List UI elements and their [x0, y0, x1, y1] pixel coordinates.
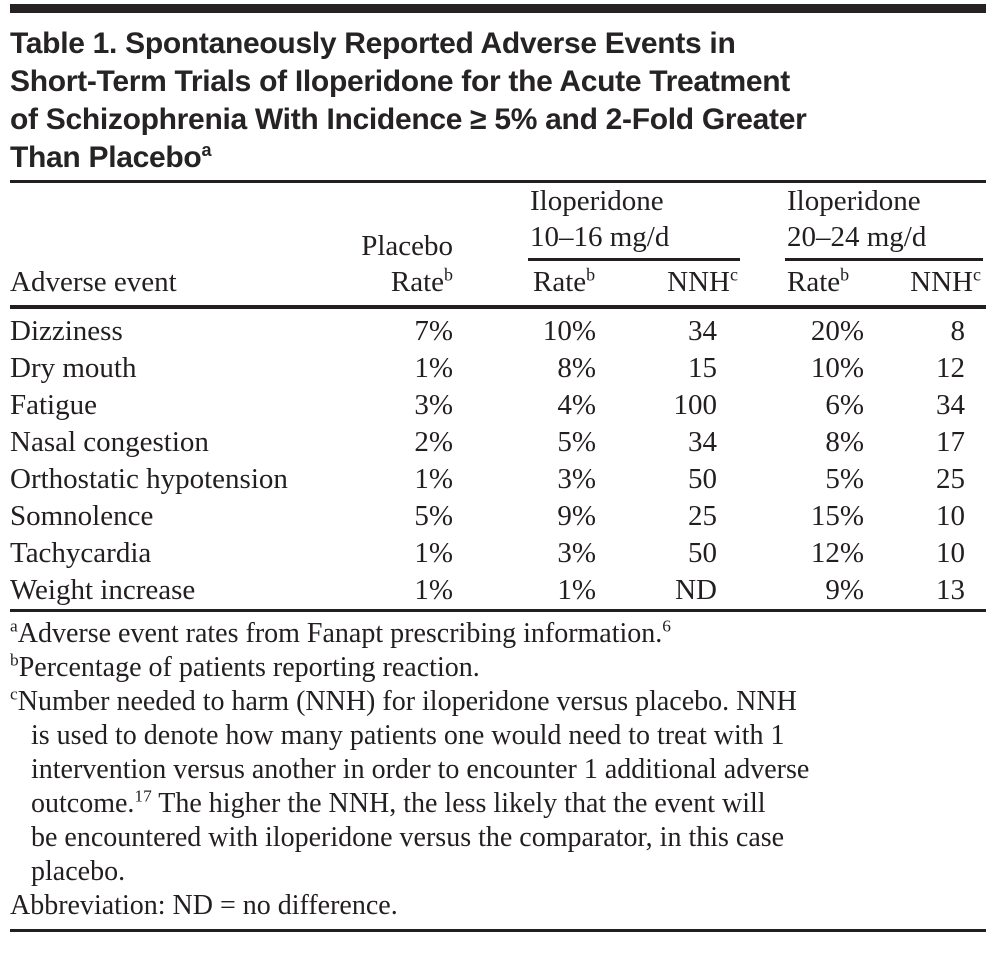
cell-rate-10-16: 8% [557, 352, 596, 384]
cell-nnh-10-16: 15 [688, 352, 717, 384]
footnote-a-marker: a [10, 616, 18, 636]
title-line-4-text: Than Placebo [10, 141, 202, 174]
cell-placebo-rate: 3% [414, 389, 453, 421]
cell-event: Nasal congestion [10, 426, 209, 458]
group2-name: Iloperidone [787, 185, 921, 217]
cell-event: Somnolence [10, 500, 154, 532]
footnote-c-text: The higher the NNH, the less likely that the event will [151, 788, 766, 819]
cell-event: Fatigue [10, 389, 97, 421]
footnote-b [10, 651, 986, 685]
group1-rate-header: Rate$^b$ [533, 264, 596, 298]
cell-placebo-rate: 1% [414, 574, 453, 606]
cell-nnh-10-16: 34 [688, 315, 717, 347]
cell-nnh-20-24: 13 [936, 574, 965, 606]
cell-placebo-rate: 5% [414, 500, 453, 532]
cell-rate-10-16: 9% [557, 500, 596, 532]
cell-rate-20-24: 15% [810, 500, 864, 532]
column-header-placebo-rate [360, 183, 465, 307]
cell-placebo-rate: 1% [414, 352, 453, 384]
cell-event: Dizziness [10, 315, 123, 347]
footnote-c-line-5: be encountered with iloperidone versus the comparator, in this case [31, 822, 785, 853]
cell-nnh-10-16: 100 [673, 389, 717, 421]
cell-rate-20-24: 20% [810, 315, 864, 347]
footnote-b-text: Percentage of patients reporting reaction. [18, 652, 480, 683]
table-row-fatigue [10, 387, 986, 424]
cell-rate-10-16: 10% [542, 315, 596, 347]
footnote-a [10, 617, 986, 651]
placebo-header-line1: Placebo [361, 230, 453, 262]
cell-rate-20-24: 9% [825, 574, 864, 606]
footnote-c-line-4 [10, 787, 986, 821]
cell-nnh-10-16: 34 [688, 426, 717, 458]
group2-nnh-header: NNH$^c$ [910, 264, 981, 298]
cell-rate-20-24: 12% [810, 537, 864, 569]
table-body [10, 307, 986, 611]
cell-rate-20-24: 6% [825, 389, 864, 421]
cell-rate-10-16: 5% [557, 426, 596, 458]
top-bar-rule [10, 4, 986, 13]
table-row-weight-increase [10, 572, 986, 611]
title-line-4 [10, 139, 986, 177]
cell-placebo-rate: 1% [414, 463, 453, 495]
group-header-iloperidone-10-16 [465, 183, 740, 307]
cell-rate-10-16: 1% [557, 574, 596, 606]
cell-rate-10-16: 3% [557, 463, 596, 495]
adverse-events-table [10, 183, 986, 612]
cell-placebo-rate: 2% [414, 426, 453, 458]
cell-nnh-20-24: 25 [936, 463, 965, 495]
cell-event: Orthostatic hypotension [10, 463, 288, 495]
table-row-dry-mouth [10, 350, 986, 387]
footnote-c-marker: c [10, 684, 18, 704]
cell-placebo-rate: 1% [414, 537, 453, 569]
cell-nnh-10-16: ND [675, 574, 717, 606]
abbreviation-note: Abbreviation: ND = no difference. [10, 890, 398, 921]
footnote-c-line-6: placebo. [31, 856, 126, 887]
bottom-divider-rule [10, 929, 986, 932]
placebo-rate-superscript: b [444, 264, 453, 285]
title-line-3: of Schizophrenia With Incidence ≥ 5% and 2-Fold Greater [10, 103, 807, 136]
cell-rate-10-16: 4% [557, 389, 596, 421]
cell-rate-10-16: 3% [557, 537, 596, 569]
cell-event: Dry mouth [10, 352, 137, 384]
cell-nnh-10-16: 25 [688, 500, 717, 532]
table-row-orthostatic-hypotension [10, 461, 986, 498]
footnote-c-line-2: is used to denote how many patients one would need to treat with 1 [31, 720, 785, 751]
cell-nnh-20-24: 10 [936, 500, 965, 532]
footnote-c-text: Number needed to harm (NNH) for iloperidone versus placebo. NNH [17, 686, 797, 717]
group1-name: Iloperidone [530, 185, 664, 217]
footnote-c-reference: 17 [134, 786, 152, 806]
table-row-tachycardia [10, 535, 986, 572]
group-header-iloperidone-20-24 [740, 183, 986, 307]
table-title [10, 25, 986, 177]
footnote-c-text: outcome. [31, 788, 135, 819]
cell-event: Tachycardia [10, 537, 152, 569]
footnote-c-line-3: intervention versus another in order to encounter 1 additional adverse [31, 754, 810, 785]
footnote-b-marker: b [10, 650, 19, 670]
placebo-rate-label: Rate [390, 266, 445, 298]
cell-nnh-20-24: 17 [936, 426, 965, 458]
cell-nnh-10-16: 50 [688, 463, 717, 495]
title-superscript: a [201, 140, 212, 160]
cell-rate-20-24: 8% [825, 426, 864, 458]
title-line-2: Short-Term Trials of Iloperidone for the Acute Treatment [10, 65, 790, 98]
table-figure [0, 4, 996, 932]
table-header [10, 183, 986, 307]
cell-rate-20-24: 10% [810, 352, 864, 384]
cell-nnh-20-24: 34 [936, 389, 965, 421]
group2-rate-header: Rate$^b$ [787, 264, 850, 298]
group1-dose: 10–16 mg/d [530, 221, 670, 253]
table-footnotes [10, 617, 986, 923]
cell-nnh-20-24: 10 [936, 537, 965, 569]
cell-nnh-10-16: 50 [688, 537, 717, 569]
table-row-dizziness [10, 307, 986, 350]
cell-nnh-20-24: 8 [950, 315, 965, 347]
table-row-nasal-congestion [10, 424, 986, 461]
cell-rate-20-24: 5% [825, 463, 864, 495]
footnote-c-line-1 [10, 685, 986, 719]
cell-nnh-20-24: 12 [936, 352, 965, 384]
group1-nnh-header: NNH$^c$ [667, 264, 738, 298]
group2-dose: 20–24 mg/d [787, 221, 927, 253]
footnote-a-text: Adverse event rates from Fanapt prescribing information. [17, 618, 663, 649]
title-line-1: Table 1. Spontaneously Reported Adverse Events in [10, 27, 736, 60]
cell-event: Weight increase [10, 574, 196, 606]
table-row-somnolence [10, 498, 986, 535]
cell-placebo-rate: 7% [414, 315, 453, 347]
placebo-header-line2 [360, 264, 453, 300]
column-header-adverse-event: Adverse event [10, 183, 360, 307]
footnote-a-reference: 6 [662, 616, 671, 636]
